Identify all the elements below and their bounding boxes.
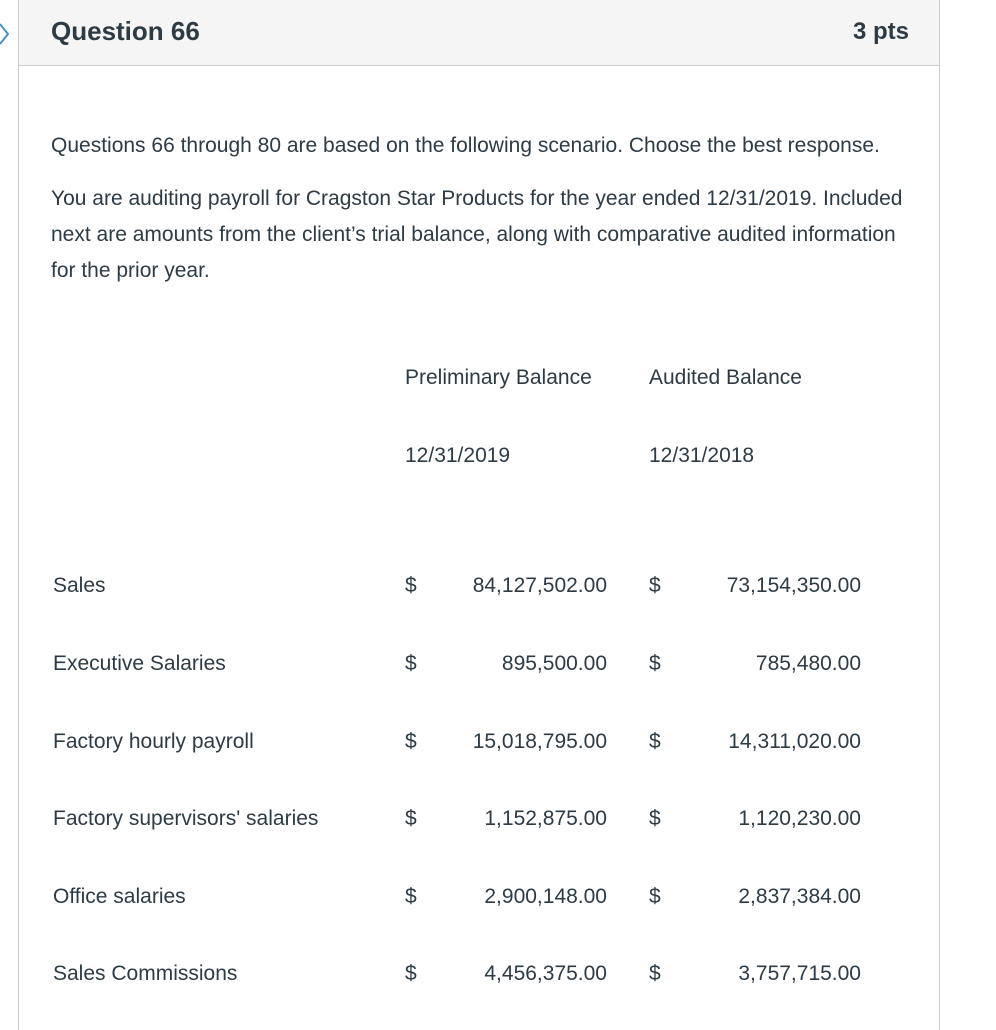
currency-symbol: $ <box>649 652 661 675</box>
currency-symbol: $ <box>405 574 417 597</box>
question-text <box>51 128 911 306</box>
preliminary-value: 84,127,502.00 <box>472 574 607 597</box>
preliminary-value: 4,456,375.00 <box>484 962 607 985</box>
currency-symbol: $ <box>649 807 661 830</box>
question-title: Question 66 <box>51 16 200 46</box>
chevron-left-icon[interactable] <box>0 22 10 46</box>
currency-symbol: $ <box>405 885 417 908</box>
currency-symbol: $ <box>405 807 417 830</box>
row-label: Office salaries <box>53 885 186 908</box>
header-audited-date: 12/31/2018 <box>649 444 755 467</box>
header-preliminary-balance: Preliminary Balance <box>405 366 592 389</box>
audited-value: 1,120,230.00 <box>738 807 861 830</box>
row-label: Executive Salaries <box>53 652 226 675</box>
currency-symbol: $ <box>649 962 661 985</box>
question-card <box>18 0 940 1030</box>
currency-symbol: $ <box>649 730 661 753</box>
question-header <box>19 0 939 66</box>
question-paragraph-scenario: You are auditing payroll for Cragston Star Products for the year ended 12/31/2019. Included next are amounts from the client’s trial balance, along with comparative audited information for the prior year. <box>51 187 903 282</box>
row-label: Sales Commissions <box>53 962 238 985</box>
currency-symbol: $ <box>649 574 661 597</box>
preliminary-value: 1,152,875.00 <box>484 807 607 830</box>
audited-value: 2,837,384.00 <box>738 885 861 908</box>
preliminary-value: 2,900,148.00 <box>484 885 607 908</box>
question-paragraph-intro: Questions 66 through 80 are based on the following scenario. Choose the best response. <box>51 134 880 157</box>
preliminary-value: 15,018,795.00 <box>472 730 607 753</box>
header-audited-balance: Audited Balance <box>649 366 802 389</box>
row-label: Factory hourly payroll <box>53 730 254 753</box>
row-label: Factory supervisors' salaries <box>53 807 319 830</box>
audited-value: 14,311,020.00 <box>728 730 861 753</box>
audited-value: 3,757,715.00 <box>738 962 861 985</box>
currency-symbol: $ <box>649 885 661 908</box>
preliminary-value: 895,500.00 <box>501 652 607 675</box>
currency-symbol: $ <box>405 730 417 753</box>
question-points: 3 pts <box>852 18 909 45</box>
row-label: Sales <box>53 574 106 597</box>
currency-symbol: $ <box>405 962 417 985</box>
currency-symbol: $ <box>405 652 417 675</box>
audited-value: 73,154,350.00 <box>726 574 861 597</box>
audited-value: 785,480.00 <box>755 652 861 675</box>
header-preliminary-date: 12/31/2019 <box>405 444 511 467</box>
